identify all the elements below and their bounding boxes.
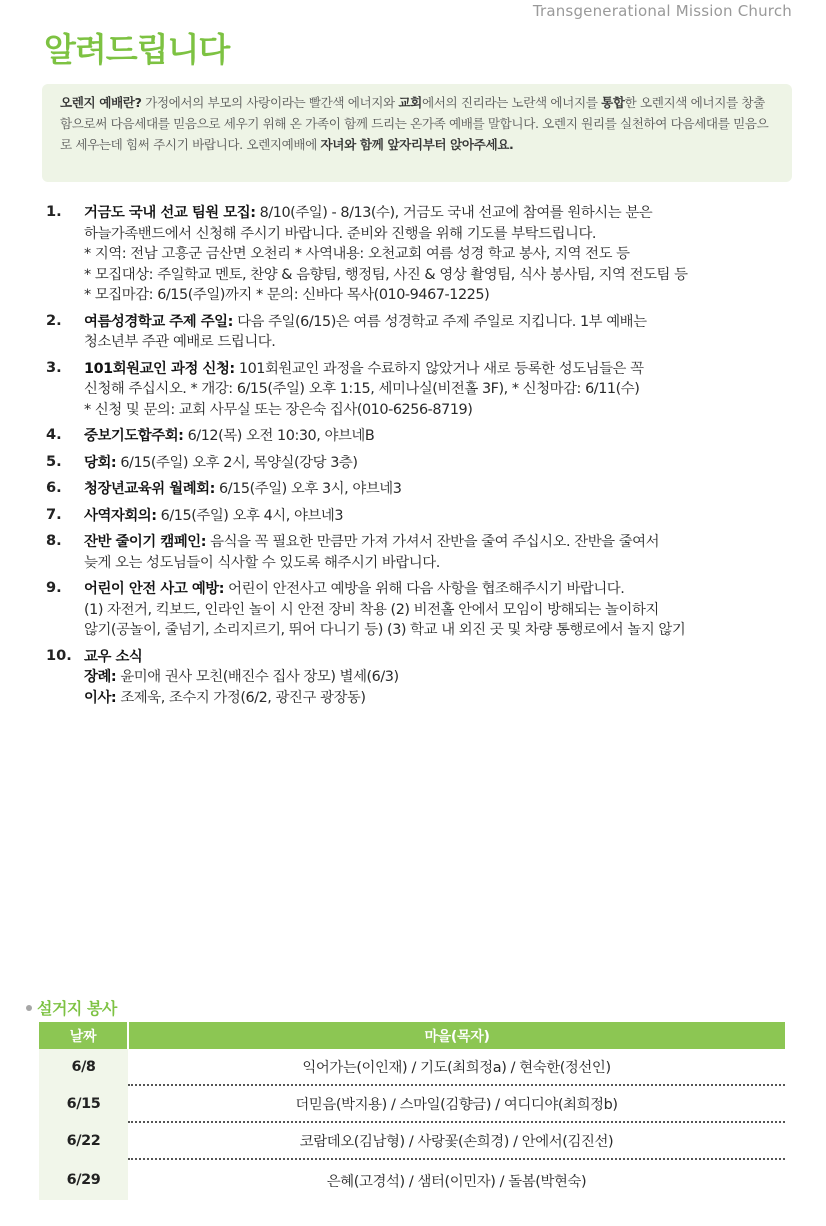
notice-title: 사역자회의:: [84, 507, 157, 524]
intro-keyword: 자녀와 함께 앞자리부터 앉아주세요.: [320, 137, 514, 152]
news-label: 장례:: [84, 669, 117, 685]
notice-text: * 모집마감: 6/15(주일)까지 * 문의: 신바다 목사(010-9467-1225): [84, 287, 490, 303]
notice-text: 청소년부 주관 예배로 드립니다.: [84, 334, 276, 350]
notice-number: 10.: [46, 646, 72, 664]
notice-text: * 신청 및 문의: 교회 사무실 또는 장은숙 집사(010-6256-8719): [84, 401, 473, 418]
duty-section-title: [26, 996, 117, 1019]
notice-text: * 지역: 전남 고흥군 금산면 오천리 * 사역내용: 오천교회 여름 성경 학교 봉사, 지역 전도 등: [84, 246, 630, 262]
notice-number: 1.: [46, 203, 62, 220]
notice-item: [0, 647, 826, 709]
bullet-icon: [26, 1005, 32, 1011]
duty-title-text: 설거지 봉사: [37, 999, 117, 1018]
notice-item: [0, 479, 826, 500]
notice-text: * 모집대상: 주일학교 멘토, 찬양 & 음향팀, 행정팀, 사진 & 영상 촬영팀, 식사 봉사팀, 지역 전도팀 등: [84, 266, 688, 283]
notice-item: [0, 312, 826, 353]
intro-box: [42, 84, 792, 182]
notice-number: 8.: [46, 532, 62, 549]
duty-date: 6/29: [39, 1159, 128, 1200]
duty-teams: 코람데오(김남형) / 사랑꽃(손희경) / 안에서(김진선): [128, 1122, 785, 1159]
duty-teams: 더믿음(박지용) / 스마일(김향금) / 여디디야(최희정b): [128, 1085, 785, 1122]
news-label: 이사:: [84, 689, 117, 706]
duty-teams: 익어가는(이인재) / 기도(최희정a) / 현숙한(정선인): [128, 1049, 785, 1085]
notice-title: 거금도 국내 선교 팀원 모집:: [84, 205, 256, 221]
notice-title: 잔반 줄이기 캠페인:: [84, 534, 207, 550]
notice-title: 어린이 안전 사고 예방:: [84, 581, 225, 597]
notice-text: 101회원교인 과정을 수료하지 않았거나 새로 등록한 성도님들은 꼭: [234, 360, 644, 377]
notice-item: [0, 359, 826, 421]
notice-number: 6.: [46, 479, 62, 496]
notice-text: 하늘가족밴드에서 신청해 주시기 바랍니다. 준비와 진행을 위해 기도를 부탁드립니다.: [84, 225, 597, 242]
notice-item: [0, 453, 826, 474]
column-header-date: 날짜: [39, 1022, 128, 1049]
notice-text: 어린이 안전사고 예방을 위해 다음 사항을 협조해주시기 바랍니다.: [224, 581, 625, 597]
notice-text: 6/12(목) 오전 10:30, 야브네B: [183, 428, 375, 444]
notice-number: 3.: [46, 358, 62, 376]
notice-text: (1) 자전거, 킥보드, 인라인 놀이 시 안전 장비 착용 (2) 비전홀 안에서 모임이 방해되는 놀이하지: [84, 601, 659, 618]
notice-item: [0, 532, 826, 573]
church-name: Transgenerational Mission Church: [532, 2, 792, 20]
notice-number: 9.: [46, 579, 62, 596]
column-header-teams: 마을(목자): [128, 1022, 785, 1049]
notice-title: 교우 소식: [84, 648, 143, 665]
notice-number: 4.: [46, 426, 62, 443]
notice-number: 2.: [46, 311, 62, 329]
notice-list: [0, 203, 826, 714]
notice-title: 101회원교인 과정 신청:: [84, 360, 235, 377]
intro-keyword: 교회: [398, 95, 422, 110]
duty-date: 6/15: [39, 1085, 128, 1122]
news-text: 윤미애 권사 모친(배진수 집사 장모) 별세(6/3): [116, 669, 399, 685]
notice-text: 8/10(주일) - 8/13(수), 거금도 국내 선교에 참여를 원하시는 분은: [255, 205, 653, 221]
notice-text: 음식을 꼭 필요한 만큼만 가져 가셔서 잔반을 줄여 주십시오. 잔반을 줄여서: [206, 534, 660, 550]
notice-text: 늦게 오는 성도님들이 식사할 수 있도록 해주시기 바랍니다.: [84, 554, 440, 571]
intro-text: 한 오렌지색 에너지를 창출함으로써 다음세대를 믿음으로 세우기 위해 온 가족이 함께 드리는 온가족 예배를 말합니다. 오렌지 원리를 실천하여 다음세대를 믿음으로 세우는데 힘써 주시기 바랍니다. 오렌지예배에: [60, 95, 769, 152]
page-title: 알려드립니다: [44, 30, 230, 69]
notice-item: [0, 506, 826, 527]
intro-keyword: 통합: [601, 95, 625, 110]
notice-title: 여름성경학교 주제 주일:: [84, 313, 233, 330]
news-text: 조제욱, 조수지 가정(6/2, 광진구 광장동): [116, 689, 366, 706]
intro-text: 가정에서의 부모의 사랑이라는 빨간색 에너지와: [141, 95, 399, 110]
table-row: [39, 1122, 785, 1159]
duty-table: [39, 1022, 785, 1200]
notice-number: 5.: [46, 452, 62, 470]
notice-item: [0, 426, 826, 447]
notice-text: 6/15(주일) 오후 4시, 야브네3: [156, 507, 344, 524]
intro-text: 에서의 진리라는 노란색 에너지를: [421, 95, 602, 110]
duty-date: 6/22: [39, 1122, 128, 1159]
table-header-row: [39, 1022, 785, 1049]
notice-title: 중보기도합주회:: [84, 428, 184, 444]
notice-text: 않기(공놀이, 줄넘기, 소리지르기, 뛰어 다니기 등) (3) 학교 내 외진 곳 및 차량 통행로에서 놀지 않기: [84, 622, 686, 638]
notice-text: 6/15(주일) 오후 3시, 야브네3: [214, 481, 402, 497]
notice-item: [0, 579, 826, 641]
table-row: [39, 1049, 785, 1085]
notice-text: 신청해 주십시오. * 개강: 6/15(주일) 오후 1:15, 세미나실(비전홀 3F), * 신청마감: 6/11(수): [84, 381, 640, 397]
notice-number: 7.: [46, 505, 62, 523]
notice-title: 청장년교육위 월례회:: [84, 481, 215, 497]
notice-title: 당회:: [84, 454, 117, 471]
notice-item: [0, 203, 826, 306]
notice-text: 다음 주일(6/15)은 여름 성경학교 주제 주일로 지킵니다. 1부 예배는: [232, 313, 647, 330]
intro-question: 오렌지 예배란?: [60, 95, 142, 110]
notice-text: 6/15(주일) 오후 2시, 목양실(강당 3층): [116, 454, 358, 471]
duty-teams: 은혜(고경석) / 샘터(이민자) / 돌봄(박현숙): [128, 1159, 785, 1200]
table-row: [39, 1159, 785, 1200]
duty-date: 6/8: [39, 1049, 128, 1085]
table-row: [39, 1085, 785, 1122]
